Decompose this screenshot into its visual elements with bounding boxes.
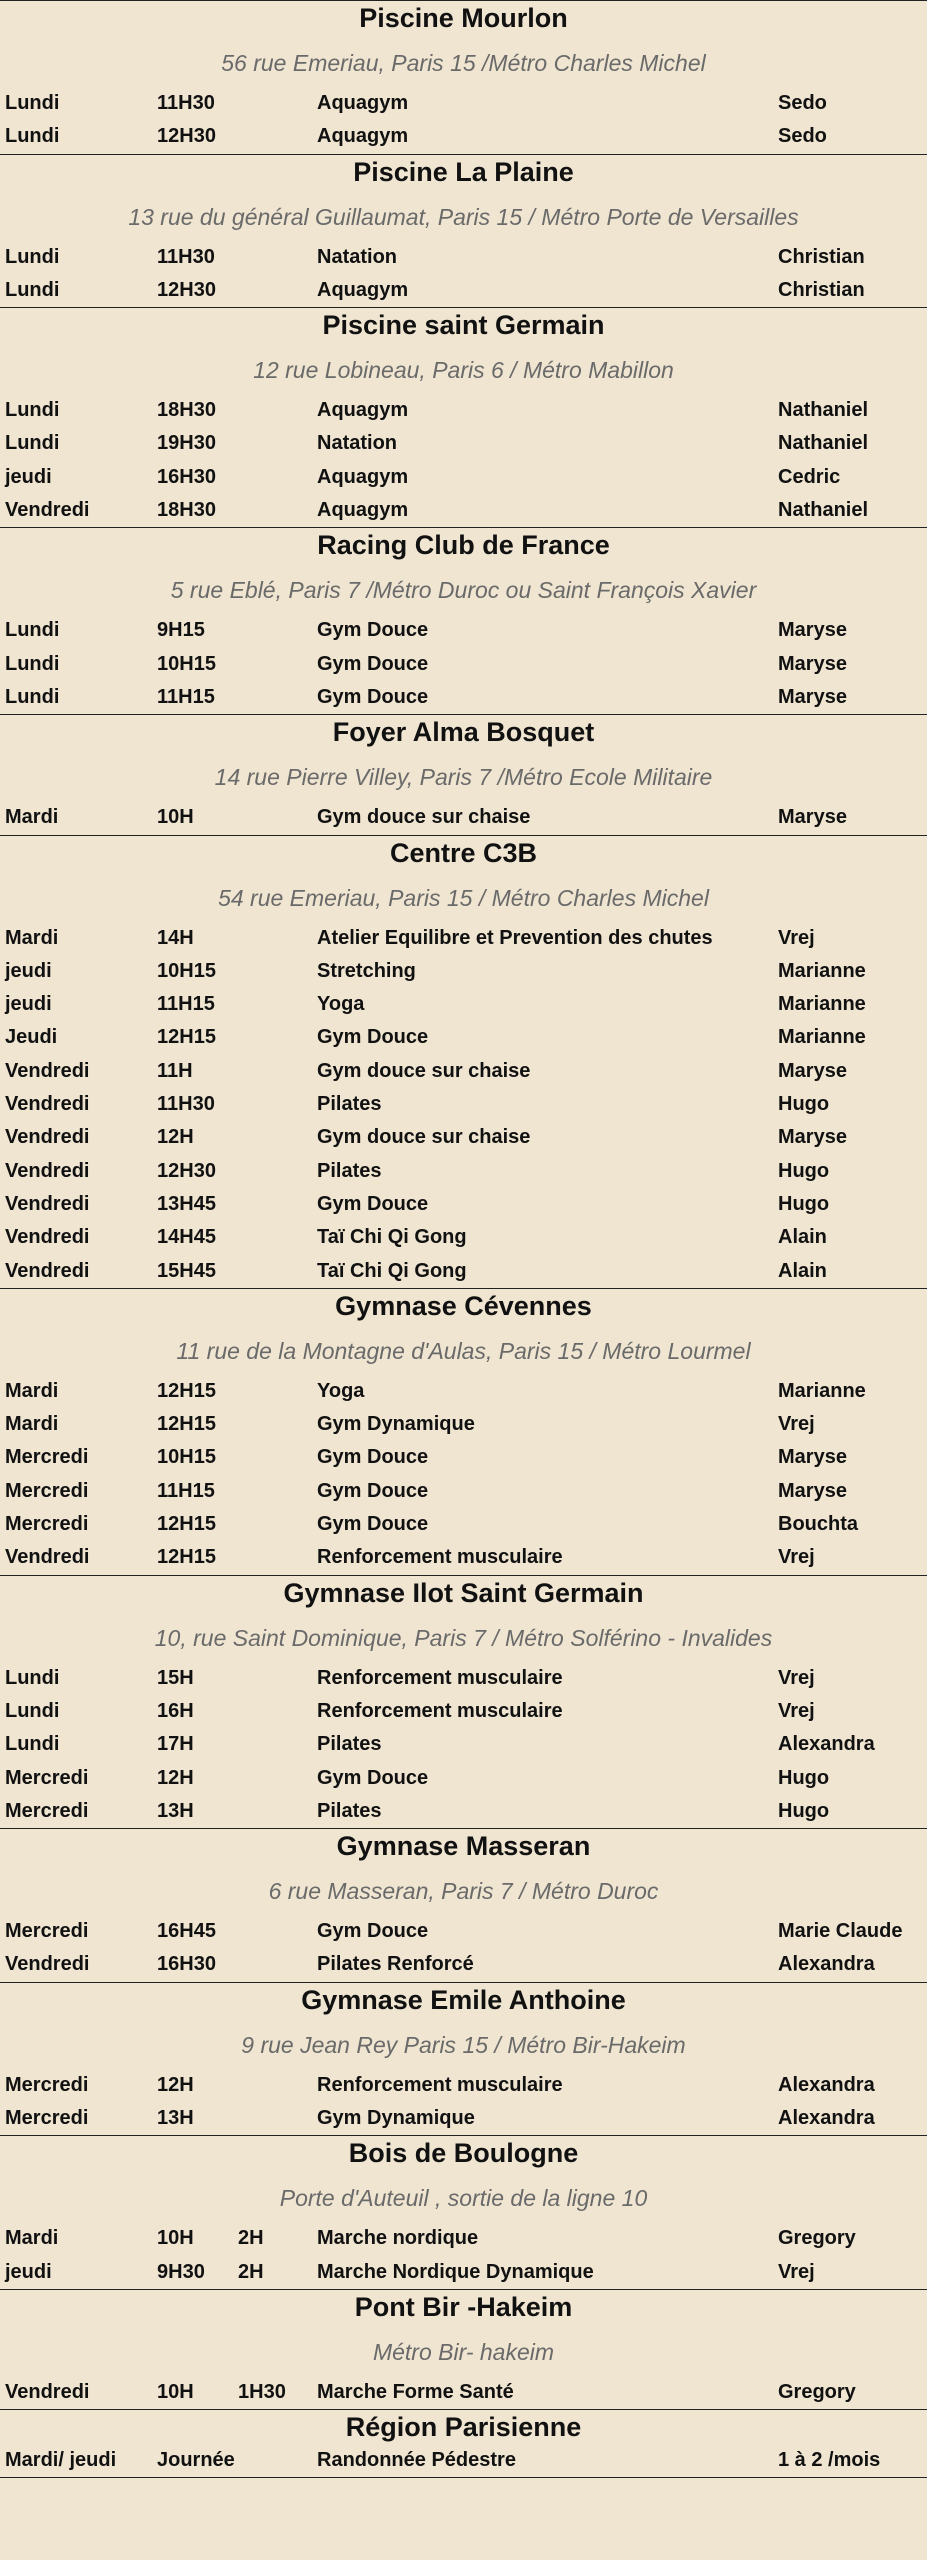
session-instructor: Hugo [778,1766,830,1789]
session-time: 11H30 [157,92,215,114]
session-row [0,1155,927,1188]
session-time: 12H15 [157,1026,216,1049]
session-day: Lundi [5,652,60,675]
session-instructor: Alexandra [778,2106,875,2129]
session-time: 19H30 [157,432,216,455]
session-day: Vendredi [5,1126,90,1149]
session-activity: Aquagym [317,499,409,522]
venue-section [0,1576,927,1829]
session-activity: Aquagym [317,399,409,422]
venue-name: Région Parisienne [345,2412,582,2443]
venue-section [0,0,927,155]
session-instructor: Sedo [778,125,827,148]
session-row [0,614,927,647]
session-row [0,1088,927,1121]
session-activity: Marche Nordique Dynamique [317,2260,594,2283]
session-activity: Taï Chi Qi Gong [317,1226,467,1249]
session-instructor: Vrej [778,1666,815,1689]
session-row [0,494,927,527]
session-instructor: Alain [778,1259,827,1282]
venue-section [0,2290,927,2410]
session-row [0,1915,927,1948]
venue-name: Piscine Mourlon [359,3,568,33]
session-instructor: Vrej [778,1699,815,1722]
session-instructor: Alexandra [778,1953,875,1976]
venue-address: Métro Bir- hakeim [372,2338,555,2365]
session-day: Mercredi [5,1920,89,1943]
session-row [0,1762,927,1795]
session-day: Mercredi [5,1446,89,1469]
session-instructor: Vrej [778,1546,815,1569]
session-time: 16H45 [157,1920,216,1943]
venue-address: 54 rue Emeriau, Paris 15 / Métro Charles Michel [218,884,709,911]
session-time: 10H [157,2380,194,2403]
session-day: Lundi [5,1666,60,1689]
session-activity: Pilates Renforcé [317,1953,474,1976]
session-activity: Aquagym [317,125,409,148]
venue-name: Gymnase Cévennes [335,1290,592,1321]
session-row [0,1255,927,1288]
session-instructor: Alain [778,1226,827,1249]
session-row [0,648,927,681]
session-activity: Atelier Equilibre et Prevention des chutes [317,926,713,949]
session-activity: Gym douce sur chaise [317,806,531,829]
session-time: 12H30 [157,125,216,148]
session-time: 9H15 [157,619,205,642]
session-activity: Gym Douce [317,685,429,708]
session-activity: Natation [317,432,397,455]
session-activity: Gym Douce [317,1446,429,1469]
session-row [0,1055,927,1088]
session-day: Vendredi [5,499,90,522]
session-row [0,1021,927,1054]
session-activity: Renforcement musculaire [317,1546,563,1569]
session-time: 9H30 [157,2260,205,2283]
session-day: Vendredi [5,1192,90,1215]
session-row [0,1188,927,1221]
venue-address: 14 rue Pierre Villey, Paris 7 /Métro Ecole Militaire [214,764,713,791]
session-row [0,1221,927,1254]
session-time: 18H30 [157,499,216,522]
session-day: Mercredi [5,1766,89,1789]
session-time: 10H [157,2227,194,2250]
session-row [0,2256,927,2289]
session-instructor: 1 à 2 /mois [778,2449,881,2472]
session-row [0,394,927,427]
venue-name: Gymnase Masseran [336,1831,591,1862]
session-time: 10H15 [157,652,216,675]
venue-section [0,836,927,1289]
venue-name: Piscine saint Germain [322,310,605,341]
session-row [0,427,927,460]
session-day: Jeudi [5,1026,58,1049]
venue-address: Porte d'Auteuil , sortie de la ligne 10 [279,2185,648,2212]
venue-name: Piscine La Plaine [353,156,574,187]
venue-section [0,2136,927,2290]
session-row [0,1541,927,1574]
session-instructor: Nathaniel [778,432,869,455]
session-time: 16H30 [157,1953,216,1976]
session-row [0,2222,927,2255]
session-activity: Aquagym [317,278,409,301]
session-time: Journée [157,2449,235,2472]
session-time: 10H15 [157,959,216,982]
session-day: Lundi [5,278,60,301]
session-time: 11H15 [157,1479,215,1502]
session-instructor: Marie Claude [778,1920,903,1943]
session-activity: Aquagym [317,92,409,114]
session-instructor: Cedric [778,465,841,488]
session-instructor: Christian [778,245,865,268]
session-day: Vendredi [5,1226,90,1249]
session-activity: Aquagym [317,465,409,488]
session-time: 16H30 [157,465,216,488]
session-time: 17H [157,1733,194,1756]
session-activity: Pilates [317,1159,382,1182]
session-day: Lundi [5,432,60,455]
session-time: 14H [157,926,194,949]
session-day: Vendredi [5,1159,90,1182]
session-instructor: Maryse [778,685,847,708]
session-activity: Gym douce sur chaise [317,1126,531,1149]
session-instructor: Hugo [778,1159,830,1182]
session-row [0,801,927,834]
session-day: Vendredi [5,2380,90,2403]
session-day: Vendredi [5,1059,90,1082]
venue-section [0,155,927,309]
session-row [0,2376,927,2409]
session-day: Lundi [5,245,60,268]
session-instructor: Maryse [778,1126,847,1149]
session-instructor: Alexandra [778,1733,875,1756]
session-day: jeudi [5,993,52,1016]
session-day: Lundi [5,1699,60,1722]
session-time: 11H30 [157,245,215,268]
session-activity: Marche nordique [317,2227,479,2250]
session-activity: Gym Dynamique [317,2106,475,2129]
venue-address: 5 rue Eblé, Paris 7 /Métro Duroc ou Saint François Xavier [170,577,757,604]
venue-address: 10, rue Saint Dominique, Paris 7 / Métro Solférino - Invalides [154,1624,773,1651]
session-activity: Natation [317,245,397,268]
session-day: Mardi/ jeudi [5,2449,117,2472]
venue-section [0,1829,927,1983]
session-row [0,1375,927,1408]
session-activity: Gym Dynamique [317,1413,475,1436]
session-row [0,1121,927,1154]
session-instructor: Gregory [778,2227,856,2250]
session-instructor: Marianne [778,1379,866,1402]
session-activity: Gym Douce [317,1513,429,1536]
session-instructor: Vrej [778,926,815,949]
session-instructor: Vrej [778,2260,815,2283]
session-time: 12H15 [157,1413,216,1436]
session-instructor: Maryse [778,1059,847,1082]
session-activity: Gym douce sur chaise [317,1059,531,1082]
session-row [0,241,927,274]
session-row [0,461,927,494]
session-activity: Pilates [317,1093,382,1116]
session-instructor: Maryse [778,1479,847,1502]
session-time: 12H [157,1126,194,1149]
session-instructor: Maryse [778,1446,847,1469]
session-time: 14H45 [157,1226,216,1249]
session-row [0,87,927,120]
session-row [0,2444,927,2477]
session-row [0,1441,927,1474]
venue-name: Centre C3B [389,837,538,868]
session-row [0,1475,927,1508]
session-activity: Pilates [317,1799,382,1822]
session-activity: Renforcement musculaire [317,1666,563,1689]
session-time: 13H45 [157,1192,216,1215]
session-day: Mardi [5,1379,59,1402]
session-instructor: Maryse [778,652,847,675]
venue-address: 9 rue Jean Rey Paris 15 / Métro Bir-Hakeim [241,2031,686,2058]
session-day: Vendredi [5,1953,90,1976]
session-instructor: Maryse [778,619,847,642]
session-row [0,120,927,153]
session-row [0,1662,927,1695]
session-day: Mercredi [5,1513,89,1536]
session-time: 10H [157,806,194,829]
session-activity: Renforcement musculaire [317,2073,563,2096]
session-activity: Stretching [317,959,416,982]
session-day: Mardi [5,2227,59,2250]
session-instructor: Hugo [778,1192,830,1215]
venue-address: 6 rue Masseran, Paris 7 / Métro Duroc [268,1878,659,1905]
session-activity: Gym Douce [317,652,429,675]
session-instructor: Hugo [778,1799,830,1822]
session-time: 12H30 [157,1159,216,1182]
session-day: Mercredi [5,1799,89,1822]
session-time: 11H [157,1059,193,1082]
venue-section [0,1983,927,2137]
session-day: Vendredi [5,1259,90,1282]
session-day: Vendredi [5,1546,90,1569]
session-activity: Gym Douce [317,1920,429,1943]
venue-address: 12 rue Lobineau, Paris 6 / Métro Mabillon [253,357,674,384]
session-activity: Yoga [317,1379,365,1402]
session-day: Mardi [5,926,59,949]
session-instructor: Maryse [778,806,847,829]
venue-section [0,528,927,715]
venue-address: 11 rue de la Montagne d'Aulas, Paris 15 / Métro Lourmel [176,1337,751,1364]
session-activity: Renforcement musculaire [317,1699,563,1722]
session-time: 12H15 [157,1546,216,1569]
session-instructor: Hugo [778,1093,830,1116]
session-instructor: Alexandra [778,2073,875,2096]
session-row [0,1728,927,1761]
session-row [0,1695,927,1728]
session-instructor: Bouchta [778,1513,858,1536]
session-time: 11H15 [157,685,215,708]
session-day: jeudi [5,465,52,488]
venue-section [0,308,927,528]
session-row [0,1508,927,1541]
venue-address: 56 rue Emeriau, Paris 15 /Métro Charles Michel [221,50,706,76]
session-instructor: Marianne [778,1026,866,1049]
session-day: jeudi [5,959,52,982]
session-day: Lundi [5,685,60,708]
session-instructor: Marianne [778,959,866,982]
session-time: 10H15 [157,1446,216,1469]
session-activity: Randonnée Pédestre [317,2449,516,2472]
session-row [0,1408,927,1441]
venue-name: Foyer Alma Bosquet [332,717,595,748]
session-activity: Gym Douce [317,1026,429,1049]
session-instructor: Nathaniel [778,499,869,522]
session-row [0,1795,927,1828]
session-row [0,1948,927,1981]
session-row [0,2102,927,2135]
session-time: 15H45 [157,1259,216,1282]
session-day: Lundi [5,125,60,148]
session-day: Lundi [5,399,60,422]
session-instructor: Marianne [778,993,866,1016]
session-time: 12H30 [157,278,216,301]
venue-name: Gymnase Ilot Saint Germain [283,1577,644,1608]
session-row [0,922,927,955]
venue-section [0,2410,927,2478]
session-day: Vendredi [5,1093,90,1116]
venue-section [0,715,927,835]
session-time: 11H30 [157,1093,215,1116]
session-time: 15H [157,1666,194,1689]
session-day: Mardi [5,1413,59,1436]
venue-name: Pont Bir -Hakeim [354,2291,573,2322]
session-activity: Yoga [317,993,365,1016]
session-activity: Gym Douce [317,619,429,642]
session-activity: Taï Chi Qi Gong [317,1259,467,1282]
session-time: 12H [157,1766,194,1789]
session-activity: Gym Douce [317,1479,429,1502]
session-activity: Gym Douce [317,1192,429,1215]
venue-name: Gymnase Emile Anthoine [301,1984,626,2015]
session-row [0,274,927,307]
session-row [0,988,927,1021]
session-instructor: Nathaniel [778,399,869,422]
session-instructor: Gregory [778,2380,856,2403]
session-time: 12H15 [157,1379,216,1402]
session-instructor: Vrej [778,1413,815,1436]
session-day: Lundi [5,619,60,642]
venue-address: 13 rue du général Guillaumat, Paris 15 / Métro Porte de Versailles [128,203,799,230]
session-duration: 2H [238,2227,264,2250]
session-time: 12H15 [157,1513,216,1536]
session-time: 13H [157,1799,194,1822]
session-activity: Pilates [317,1733,382,1756]
session-activity: Marche Forme Santé [317,2380,514,2403]
session-day: Mercredi [5,2106,89,2129]
session-instructor: Christian [778,278,865,301]
session-time: 18H30 [157,399,216,422]
session-instructor: Sedo [778,92,827,114]
session-row [0,955,927,988]
session-duration: 2H [238,2260,264,2283]
session-time: 13H [157,2106,194,2129]
session-day: jeudi [5,2260,52,2283]
session-day: Mercredi [5,2073,89,2096]
venue-name: Bois de Boulogne [348,2138,579,2169]
session-day: Mercredi [5,1479,89,1502]
session-day: Lundi [5,1733,60,1756]
venue-section [0,1289,927,1576]
session-duration: 1H30 [238,2380,286,2403]
session-day: Lundi [5,92,60,114]
session-activity: Gym Douce [317,1766,429,1789]
session-time: 11H15 [157,993,215,1016]
session-time: 16H [157,1699,194,1722]
session-row [0,681,927,714]
session-row [0,2069,927,2102]
session-day: Mardi [5,806,59,829]
venue-name: Racing Club de France [317,530,610,561]
session-time: 12H [157,2073,194,2096]
